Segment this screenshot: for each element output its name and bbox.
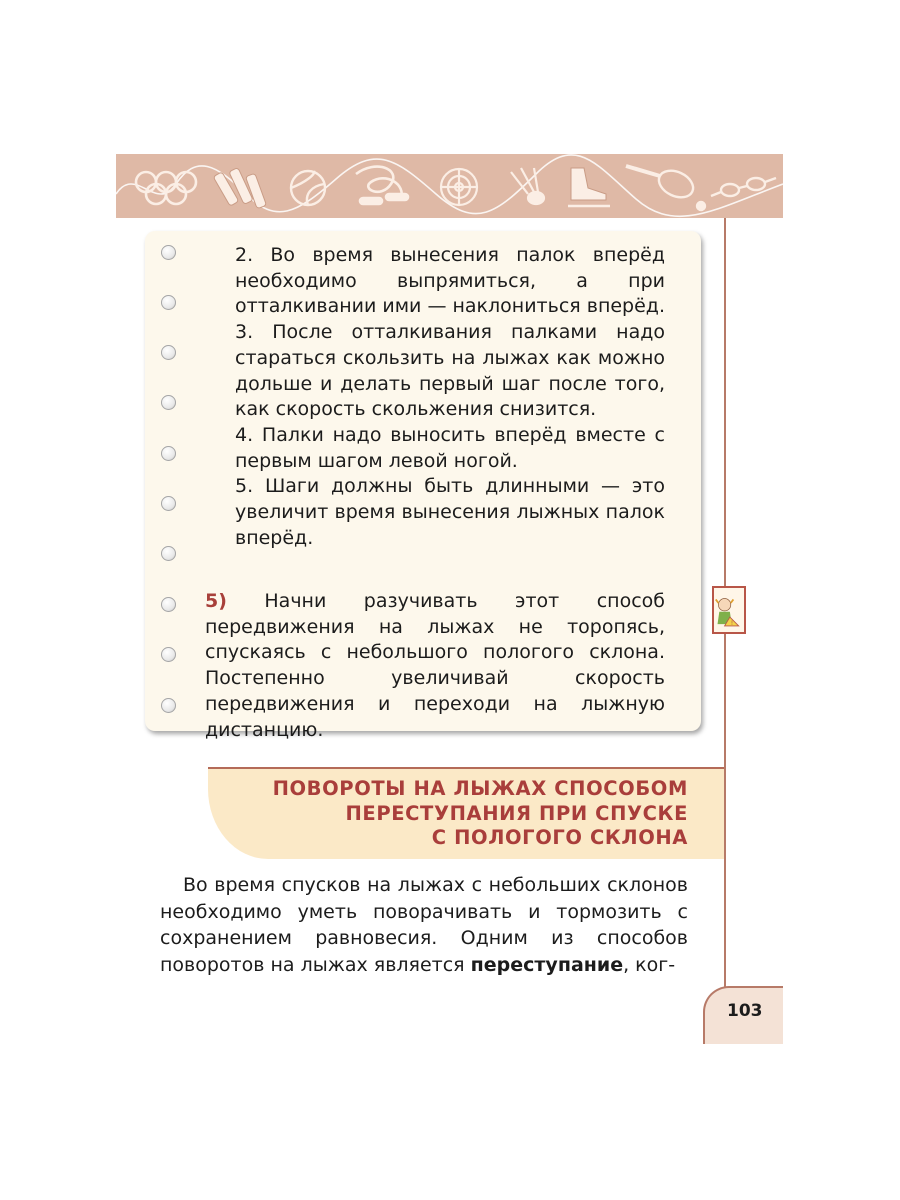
section-heading-band (208, 767, 724, 859)
swim-goggles-icon (711, 178, 776, 196)
binder-ring-icon (161, 345, 176, 360)
binder-ring-icon (161, 647, 176, 662)
heading-line-2: ПЕРЕСТУПАНИЯ ПРИ СПУСКЕ (345, 801, 688, 825)
step-5: 5. Шаги должны быть длинными — это увеличит время вынесения лыжных палок вперёд. (235, 475, 665, 549)
step-3: 3. После отталкивания палками надо стараться скользить на лыжах как можно дольше и делать первый шаг после того, как скорость скольжения снизится. (235, 321, 665, 421)
exercise-text: Начни разучивать этот способ передвижения на лыжах не торопясь, спускаясь с небольшого пологого склона. Постепенно увеличивай скорость передвижения и переходи на лыжную дистанцию. (205, 590, 665, 741)
binder-ring-icon (161, 698, 176, 713)
body-text-start: Во время спусков на лыжах с небольших склонов необходимо уметь поворачивать и тормозить с сохранением равновесия. Одним из способов поворотов на лыжах является (160, 874, 688, 976)
binder-ring-icon (161, 395, 176, 410)
instructions-card (145, 231, 701, 741)
heading-line-1: ПОВОРОТЫ НА ЛЫЖАХ СПОСОБОМ (272, 777, 688, 800)
binder-ring-icon (161, 546, 176, 561)
step-2: 2. Во время вынесения палок вперёд необходимо выпрямиться, а при отталкивании ими — наклониться вперёд. (235, 244, 665, 318)
volleyball-icon (291, 171, 325, 205)
body-paragraph (160, 872, 688, 978)
heading-line-3: С ПОЛОГОГО СКЛОНА (431, 826, 688, 849)
binder-ring-icon (161, 245, 176, 260)
shuttlecock-icon (511, 168, 544, 204)
binder-ring-icon (161, 597, 176, 612)
target-icon (441, 169, 477, 205)
exercise-marker: 5) (205, 590, 227, 612)
binder-ring-icon (161, 496, 176, 511)
step-4: 4. Палки надо выносить вперёд вместе с первым шагом левой ногой. (235, 423, 665, 472)
dumbbells-icon (213, 168, 266, 209)
jump-rope-icon (356, 167, 408, 204)
bold-term: переступание (470, 953, 624, 976)
ice-skate-icon (568, 168, 610, 206)
top-decorative-band (116, 154, 783, 218)
binder-ring-icon (161, 446, 176, 461)
tennis-racket-icon (626, 166, 705, 210)
binder-ring-icon (161, 295, 176, 310)
page-number: 103 (727, 1001, 763, 1021)
exercise-5 (205, 589, 665, 743)
body-text-end: , ког- (623, 953, 676, 976)
page-number-tab (703, 986, 783, 1044)
section-heading (273, 777, 688, 851)
steps-list (235, 243, 665, 551)
caution-girl-icon (712, 586, 746, 634)
svg-text:!: ! (730, 620, 734, 627)
sports-icons-strip (116, 154, 783, 218)
